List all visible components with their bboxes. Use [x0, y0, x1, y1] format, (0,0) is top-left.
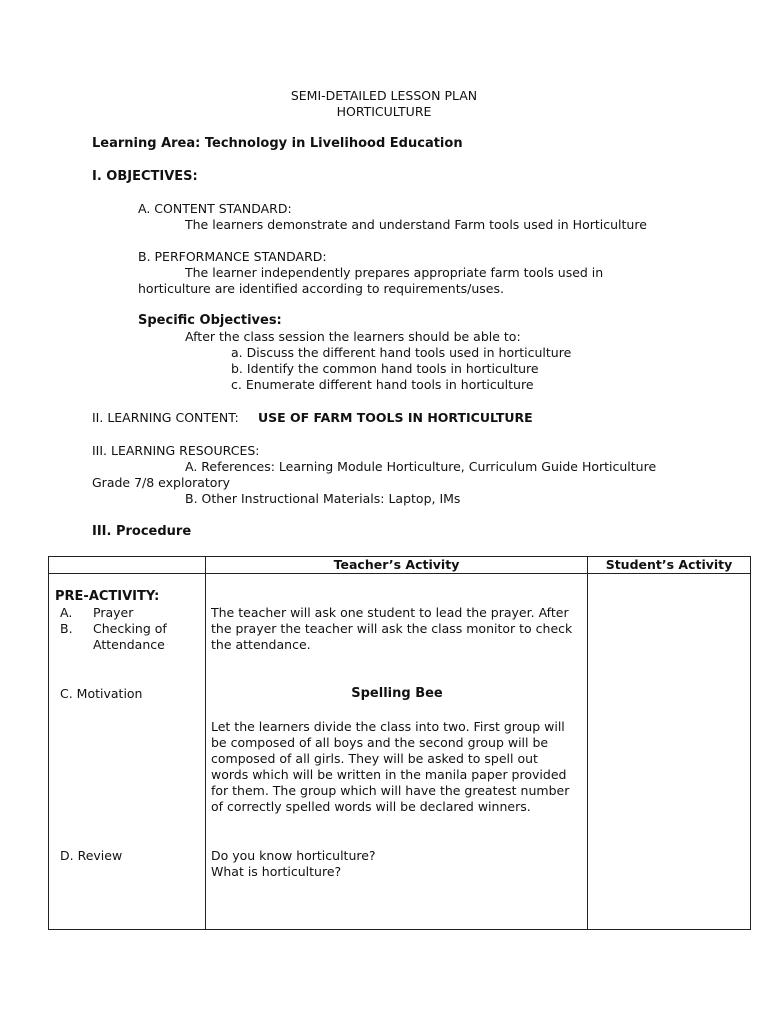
review-text-line: Do you know horticulture? — [211, 848, 376, 863]
motivation-text-line: Let the learners divide the class into two. First group will — [211, 719, 565, 734]
specific-objective-item: b. Identify the common hand tools in horticulture — [231, 361, 539, 376]
header-empty-cell — [49, 557, 206, 574]
prayer-text-line: The teacher will ask one student to lead the prayer. After — [211, 605, 569, 620]
performance-standard-label: B. PERFORMANCE STANDARD: — [138, 249, 327, 264]
review-text-line: What is horticulture? — [211, 864, 342, 879]
learning-content-label: II. LEARNING CONTENT: — [92, 410, 239, 425]
learning-area: Learning Area: Technology in Livelihood Education — [92, 136, 463, 151]
objectives-heading: I. OBJECTIVES: — [92, 169, 198, 184]
title-line-1: SEMI-DETAILED LESSON PLAN — [290, 88, 478, 103]
motivation-title: Spelling Bee — [351, 686, 443, 701]
references-line-1: A. References: Learning Module Horticulture, Curriculum Guide Horticulture — [185, 459, 657, 474]
motivation-text-line: composed of all girls. They will be asked to spell out — [211, 751, 538, 766]
motivation-text-line: be composed of all boys and the second group will be — [211, 735, 549, 750]
learning-content-value: USE OF FARM TOOLS IN HORTICULTURE — [258, 410, 533, 425]
performance-standard-line-2: horticulture are identified according to requirements/uses. — [138, 281, 504, 296]
motivation-text-line: words which will be written in the manila paper provided — [211, 767, 567, 782]
attendance-label-line-2: Attendance — [93, 637, 165, 652]
specific-objective-item: a. Discuss the different hand tools used in horticulture — [231, 345, 572, 360]
motivation-text-line: of correctly spelled words will be declared winners. — [211, 799, 531, 814]
attendance-label-line-1: Checking of — [93, 621, 167, 636]
content-standard-text: The learners demonstrate and understand Farm tools used in Horticulture — [185, 217, 647, 232]
header-student-activity: Student’s Activity — [588, 557, 751, 574]
motivation-text-line: for them. The group which will have the greatest number — [211, 783, 570, 798]
specific-objectives-intro: After the class session the learners should be able to: — [185, 329, 521, 344]
performance-standard-line-1: The learner independently prepares appropriate farm tools used in — [185, 265, 604, 280]
specific-objectives-heading: Specific Objectives: — [138, 313, 282, 328]
learning-resources-heading: III. LEARNING RESOURCES: — [92, 443, 260, 458]
prayer-text-line: the attendance. — [211, 637, 311, 652]
content-standard-label: A. CONTENT STANDARD: — [138, 201, 292, 216]
teacher-activity-cell — [206, 574, 588, 930]
references-line-2: Grade 7/8 exploratory — [92, 475, 230, 490]
procedure-table-header-row — [49, 557, 751, 574]
title-line-2: HORTICULTURE — [336, 104, 432, 119]
prayer-text-line: the prayer the teacher will ask the class monitor to check — [211, 621, 573, 636]
header-teacher-activity: Teacher’s Activity — [206, 557, 588, 574]
student-activity-cell — [588, 574, 751, 930]
motivation-label: C. Motivation — [60, 686, 143, 701]
activity-column-cell — [49, 574, 206, 930]
prayer-label: Prayer — [93, 605, 134, 620]
procedure-table — [48, 556, 751, 930]
procedure-table-body-row — [49, 574, 751, 930]
prayer-letter: A. — [60, 605, 73, 620]
attendance-letter: B. — [60, 621, 73, 636]
other-materials: B. Other Instructional Materials: Laptop, IMs — [185, 491, 461, 506]
review-label: D. Review — [60, 848, 123, 863]
specific-objective-item: c. Enumerate different hand tools in horticulture — [231, 377, 534, 392]
procedure-heading: III. Procedure — [92, 524, 192, 539]
pre-activity-label: PRE-ACTIVITY: — [55, 589, 160, 604]
